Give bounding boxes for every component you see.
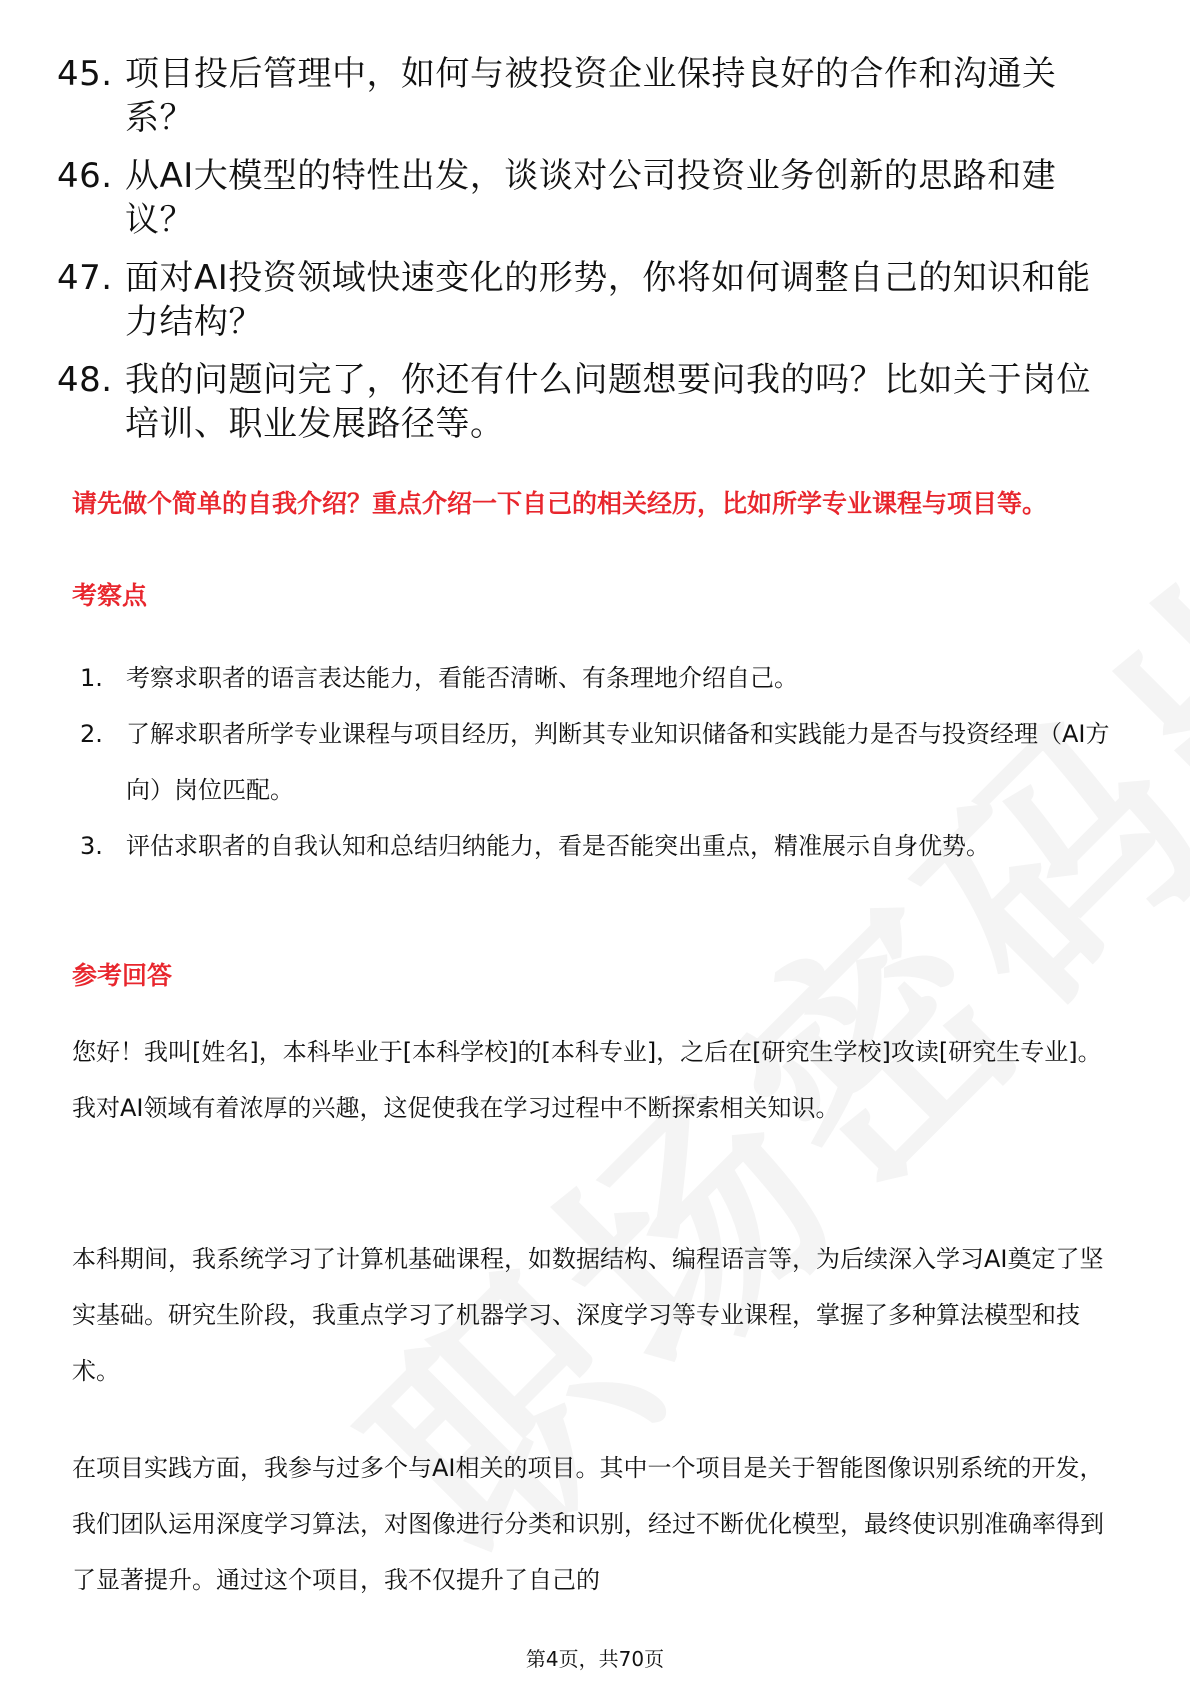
section-title-kaocha: 考察点 [72, 581, 148, 610]
question-text: 从AI大模型的特性出发，谈谈对公司投资业务创新的思路和建议？ [125, 156, 1057, 240]
answer-paragraph: 本科期间，我系统学习了计算机基础课程，如数据结构、编程语言等，为后续深入学习AI奠定了坚实基础。研究生阶段，我重点学习了机器学习、深度学习等专业课程，掌握了多种算法模型和技术。 [72, 1245, 1104, 1385]
question-item [57, 154, 1117, 242]
answer-paragraph: 您好！我叫[姓名]，本科毕业于[本科学校]的[本科专业]，之后在[研究生学校]攻读[研究生专业]。我对AI领域有着浓厚的兴趣，这促使我在学习过程中不断探索相关知识。 [72, 1038, 1102, 1122]
point-number: 2. [80, 720, 103, 748]
question-number: 48. [57, 360, 113, 400]
point-text: 了解求职者所学专业课程与项目经历，判断其专业知识储备和实践能力是否与投资经理（AI方向）岗位匹配。 [126, 720, 1110, 804]
section-title-cankao: 参考回答 [72, 961, 173, 990]
assessment-point [80, 818, 1120, 874]
question-text: 面对AI投资领域快速变化的形势，你将如何调整自己的知识和能力结构？ [125, 258, 1091, 342]
question-text: 项目投后管理中，如何与被投资企业保持良好的合作和沟通关系？ [125, 54, 1057, 138]
question-number: 45. [57, 54, 113, 94]
assessment-point-list [80, 650, 1120, 874]
answer-paragraph: 在项目实践方面，我参与过多个与AI相关的项目。其中一个项目是关于智能图像识别系统的开发，我们团队运用深度学习算法，对图像进行分类和识别，经过不断优化模型，最终使识别准确率得到了显著提升。通过这个项目，我不仅提升了自己的 [72, 1454, 1104, 1594]
point-text: 考察求职者的语言表达能力，看能否清晰、有条理地介绍自己。 [126, 664, 798, 692]
question-item [57, 358, 1117, 446]
question-number: 46. [57, 156, 113, 196]
page-footer: 第4页，共70页 [525, 1647, 665, 1671]
question-item [57, 52, 1117, 140]
watermark [281, 261, 1190, 1619]
point-text: 评估求职者的自我认知和总结归纳能力，看是否能突出重点，精准展示自身优势。 [126, 832, 990, 860]
point-number: 3. [80, 832, 103, 860]
question-item [57, 256, 1117, 344]
assessment-point [80, 706, 1120, 818]
question-list [57, 52, 1117, 460]
assessment-point [80, 650, 1120, 706]
question-headline: 请先做个简单的自我介绍？重点介绍一下自己的相关经历，比如所学专业课程与项目等。 [72, 489, 1048, 518]
question-text: 我的问题问完了，你还有什么问题想要问我的吗？比如关于岗位培训、职业发展路径等。 [125, 360, 1091, 444]
question-number: 47. [57, 258, 113, 298]
point-number: 1. [80, 664, 103, 692]
